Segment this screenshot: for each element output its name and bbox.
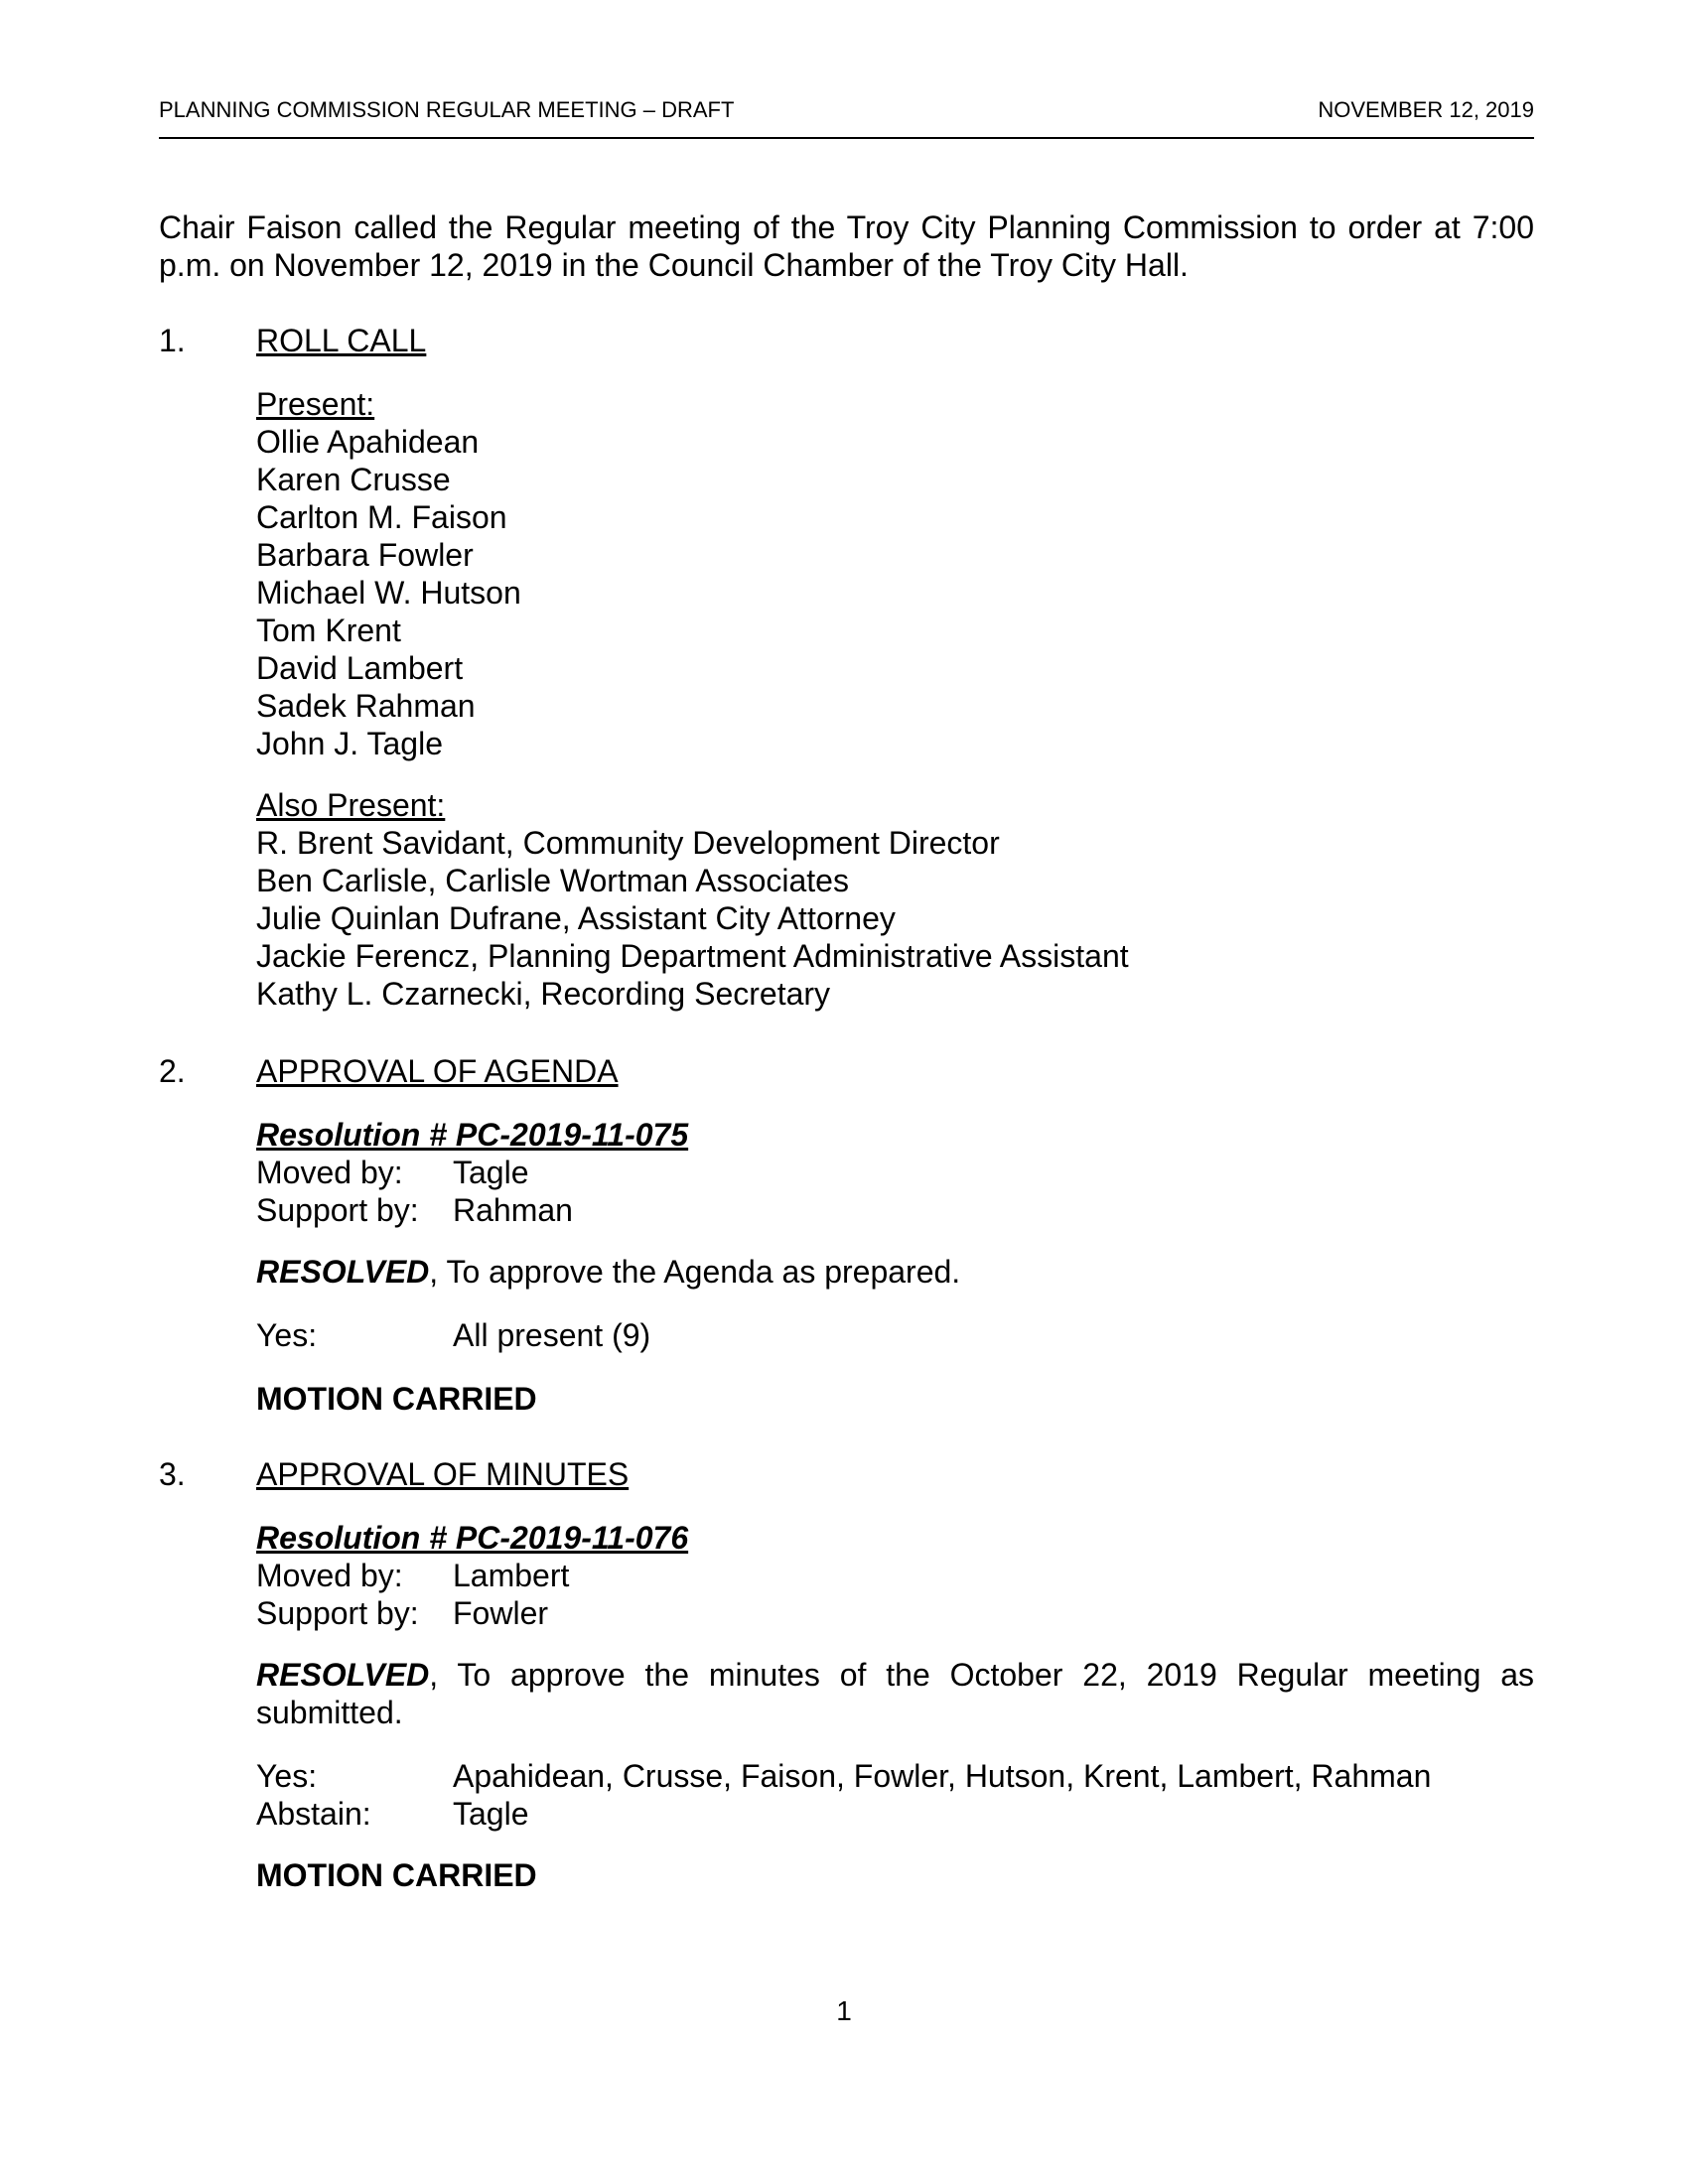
page-number: 1 [836, 1995, 852, 2026]
support-by-label: Support by: [256, 1192, 419, 1228]
list-item: Barbara Fowler [256, 537, 474, 573]
item-number-2: 2. [159, 1053, 186, 1089]
vote-rows [256, 1757, 1534, 1833]
resolved-word: RESOLVED [256, 1657, 430, 1693]
item-title-approval-of-minutes: APPROVAL OF MINUTES [256, 1456, 630, 1492]
support-by-value: Fowler [453, 1595, 549, 1631]
list-item: Kathy L. Czarnecki, Recording Secretary [256, 976, 831, 1012]
present-list [256, 385, 1534, 762]
yes-row [256, 1757, 1534, 1795]
header-date: NOVEMBER 12, 2019 [1318, 97, 1534, 122]
list-item: David Lambert [256, 650, 464, 686]
resolution-title: Resolution # PC-2019-11-075 [256, 1117, 689, 1153]
moved-by-row [256, 1557, 1534, 1594]
resolved-body: , To approve the minutes of the October 22, 2019 Regular meeting as submitted. [256, 1657, 1534, 1730]
resolution-block [256, 1116, 1534, 1229]
resolved-word: RESOLVED [256, 1254, 430, 1290]
moved-by-row [256, 1154, 1534, 1191]
support-by-value: Rahman [453, 1192, 573, 1228]
also-present-label: Also Present: [256, 787, 446, 823]
resolved-text [256, 1656, 1534, 1731]
list-item: Carlton M. Faison [256, 499, 507, 535]
list-item: Tom Krent [256, 613, 401, 648]
resolved-body: , To approve the Agenda as prepared. [429, 1254, 961, 1290]
abstain-value: Tagle [453, 1796, 529, 1832]
yes-value: All present (9) [453, 1317, 651, 1353]
also-present-list [256, 786, 1534, 1013]
vote-row [256, 1316, 1534, 1354]
page-header [159, 97, 1534, 139]
item-title-roll-call: ROLL CALL [256, 323, 427, 358]
header-title: PLANNING COMMISSION REGULAR MEETING – DRAFT [159, 97, 735, 122]
support-by-row [256, 1191, 1534, 1229]
item-number-1: 1. [159, 323, 186, 358]
moved-by-value: Lambert [453, 1558, 570, 1593]
list-item: R. Brent Savidant, Community Development Director [256, 825, 1000, 861]
intro-paragraph: Chair Faison called the Regular meeting of the Troy City Planning Commission to order at 7:00 p.m. on November 12, 2019 in the Council Chamber of the Troy City Hall. [159, 209, 1534, 283]
list-item: Jackie Ferencz, Planning Department Administrative Assistant [256, 938, 1129, 974]
support-by-label: Support by: [256, 1595, 419, 1631]
moved-by-label: Moved by: [256, 1558, 403, 1593]
item-number-3: 3. [159, 1456, 186, 1492]
moved-by-value: Tagle [453, 1155, 529, 1190]
item-title-approval-of-agenda: APPROVAL OF AGENDA [256, 1053, 619, 1089]
present-label: Present: [256, 386, 375, 422]
motion-outcome: MOTION CARRIED [256, 1857, 537, 1893]
list-item: Sadek Rahman [256, 688, 476, 724]
list-item: Michael W. Hutson [256, 575, 521, 611]
abstain-label: Abstain: [256, 1796, 371, 1832]
resolution-block [256, 1519, 1534, 1632]
resolved-text [256, 1253, 1534, 1291]
support-by-row [256, 1594, 1534, 1632]
yes-label: Yes: [256, 1317, 318, 1353]
list-item: John J. Tagle [256, 726, 443, 761]
yes-value: Apahidean, Crusse, Faison, Fowler, Hutson, Krent, Lambert, Rahman [453, 1758, 1432, 1794]
yes-label: Yes: [256, 1758, 318, 1794]
list-item: Julie Quinlan Dufrane, Assistant City Attorney [256, 900, 896, 936]
list-item: Karen Crusse [256, 462, 451, 497]
motion-outcome: MOTION CARRIED [256, 1381, 537, 1417]
list-item: Ollie Apahidean [256, 424, 480, 460]
list-item: Ben Carlisle, Carlisle Wortman Associates [256, 863, 849, 898]
abstain-row [256, 1795, 1534, 1833]
moved-by-label: Moved by: [256, 1155, 403, 1190]
resolution-title: Resolution # PC-2019-11-076 [256, 1520, 689, 1556]
